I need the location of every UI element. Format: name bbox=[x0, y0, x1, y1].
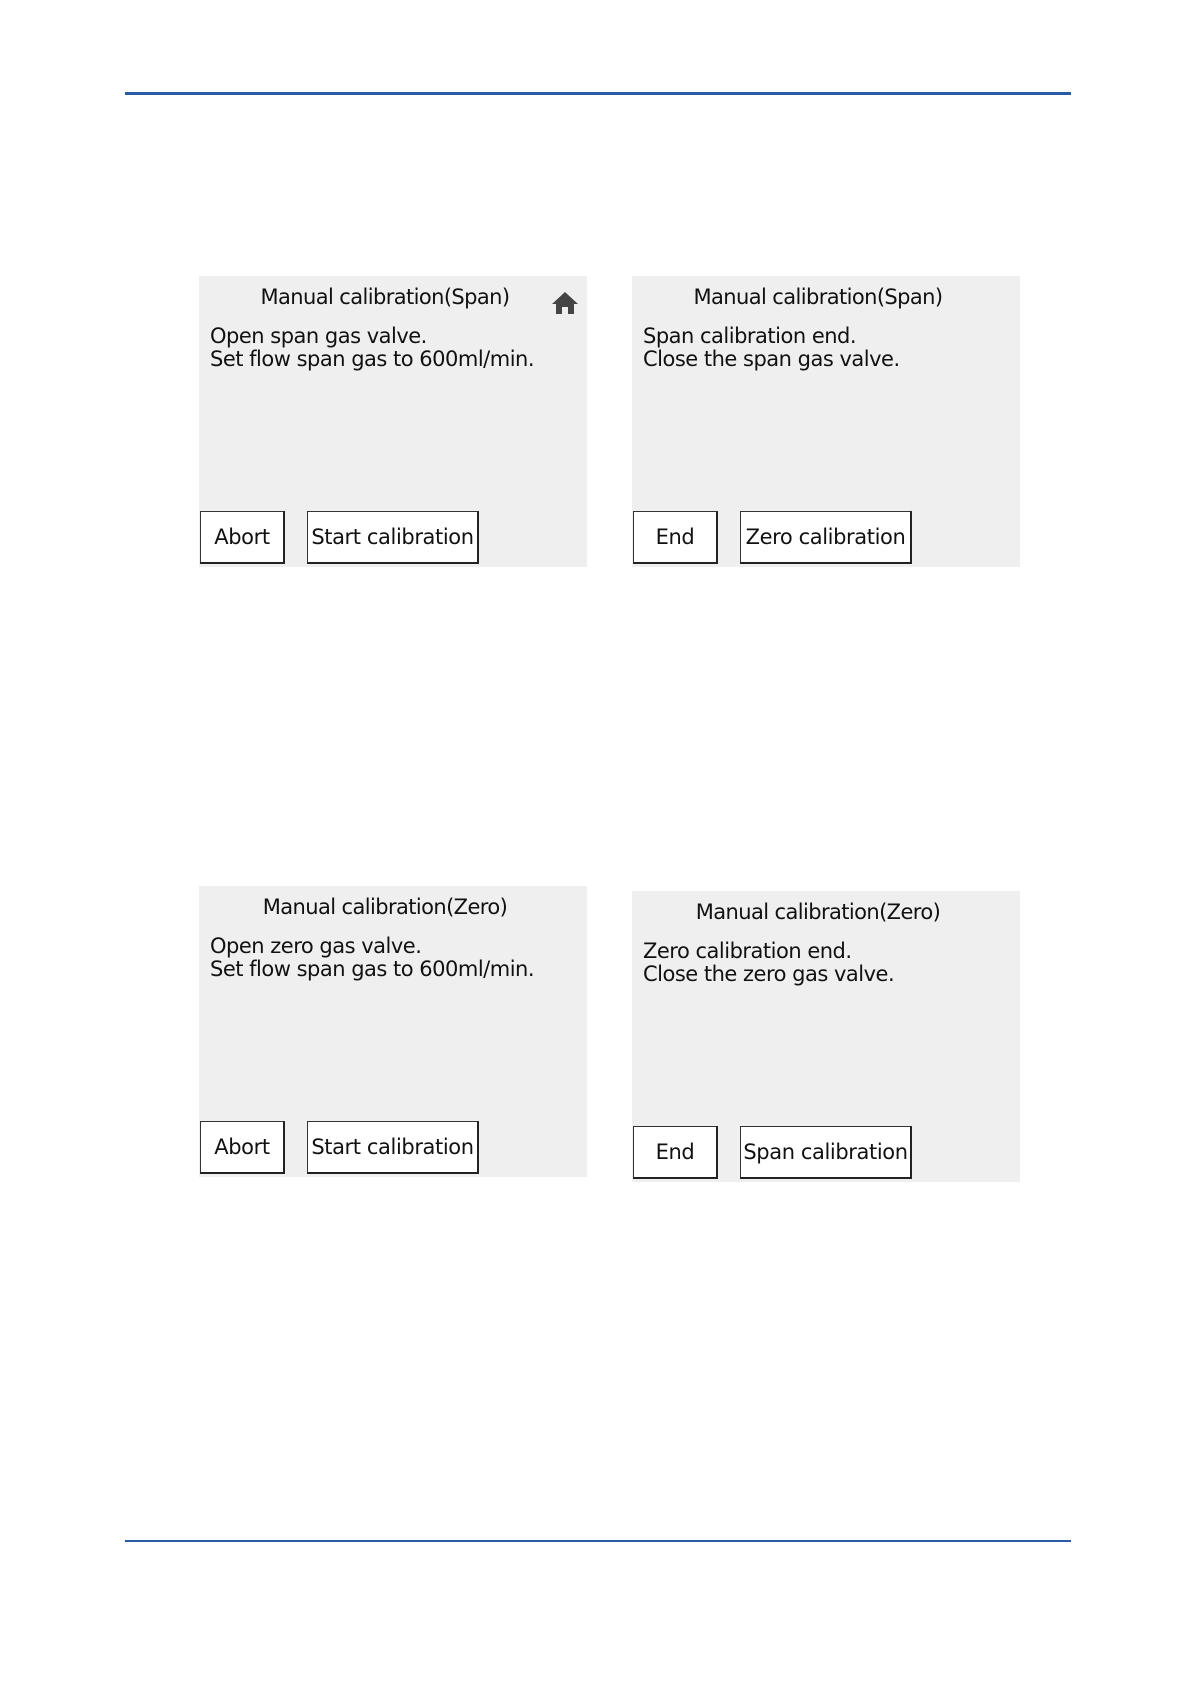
screen-message bbox=[210, 935, 534, 981]
start-calibration-button[interactable]: Start calibration bbox=[307, 511, 479, 564]
screen-title: Manual calibration(Span) bbox=[693, 285, 943, 309]
header-rule bbox=[125, 92, 1071, 95]
message-line: Close the span gas valve. bbox=[643, 347, 900, 371]
abort-button[interactable]: Abort bbox=[200, 511, 285, 564]
span-calibration-start-screen bbox=[199, 276, 587, 567]
end-button[interactable]: End bbox=[633, 511, 718, 564]
screen-message bbox=[643, 940, 894, 986]
home-icon[interactable] bbox=[551, 290, 579, 316]
message-line: Zero calibration end. bbox=[643, 939, 852, 963]
zero-calibration-button[interactable]: Zero calibration bbox=[740, 511, 912, 564]
span-calibration-end-screen bbox=[632, 276, 1020, 567]
screen-title: Manual calibration(Zero) bbox=[262, 895, 508, 919]
message-line: Open zero gas valve. bbox=[210, 934, 422, 958]
screen-message bbox=[643, 325, 900, 371]
zero-calibration-end-screen bbox=[632, 891, 1020, 1182]
message-line: Set flow span gas to 600ml/min. bbox=[210, 957, 535, 981]
message-line: Close the zero gas valve. bbox=[643, 962, 895, 986]
message-line: Open span gas valve. bbox=[210, 324, 427, 348]
screen-title: Manual calibration(Zero) bbox=[695, 900, 941, 924]
zero-calibration-start-screen bbox=[199, 886, 587, 1177]
message-line: Set flow span gas to 600ml/min. bbox=[210, 347, 535, 371]
message-line: Span calibration end. bbox=[643, 324, 857, 348]
end-button[interactable]: End bbox=[633, 1126, 718, 1179]
abort-button[interactable]: Abort bbox=[200, 1121, 285, 1174]
screen-message bbox=[210, 325, 534, 371]
footer-rule bbox=[125, 1540, 1071, 1542]
screen-title: Manual calibration(Span) bbox=[260, 285, 510, 309]
span-calibration-button[interactable]: Span calibration bbox=[740, 1126, 912, 1179]
start-calibration-button[interactable]: Start calibration bbox=[307, 1121, 479, 1174]
